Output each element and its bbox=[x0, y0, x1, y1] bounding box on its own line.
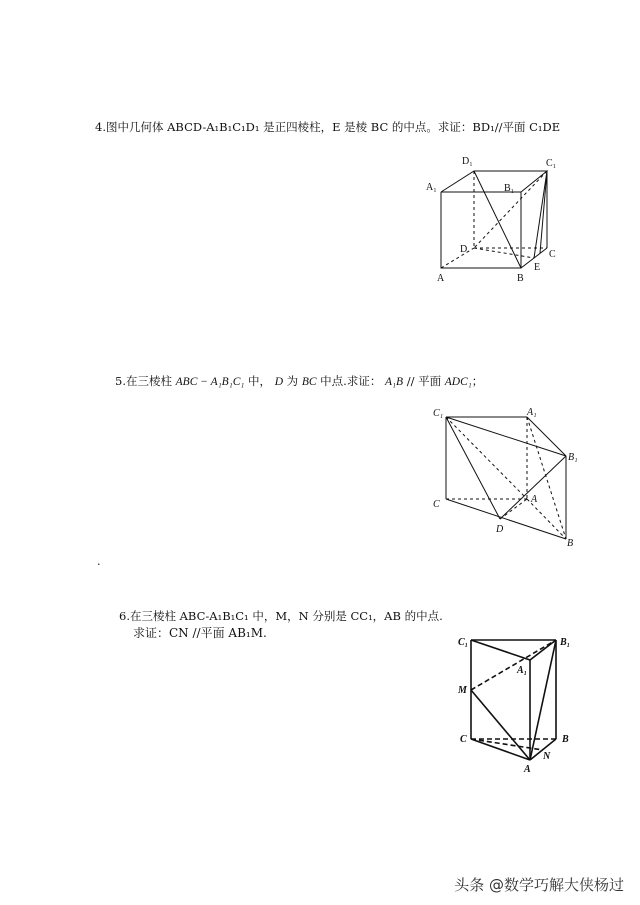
label-C1: C₁ bbox=[546, 158, 557, 169]
label-A: A bbox=[524, 764, 531, 775]
label-C: C bbox=[549, 249, 556, 260]
label-B: B bbox=[517, 273, 524, 284]
label-C: C bbox=[460, 734, 467, 745]
p5-mid3: 中点.求证： bbox=[316, 374, 385, 388]
label-B: B bbox=[567, 538, 574, 549]
p5-mid4: // 平面 bbox=[403, 374, 445, 388]
label-B1: B₁ bbox=[568, 452, 578, 463]
p5-mid2: 为 bbox=[283, 374, 302, 388]
label-N: N bbox=[543, 751, 551, 762]
label-A1: A₁ bbox=[527, 407, 537, 418]
p5-math-bc: BC bbox=[301, 376, 317, 388]
label-B: B bbox=[562, 734, 569, 745]
label-D1: D₁ bbox=[462, 156, 473, 167]
label-A: A bbox=[531, 494, 538, 505]
p5-prefix: 5.在三棱柱 bbox=[115, 374, 176, 388]
label-C: C bbox=[433, 499, 440, 510]
problem-6-line-1: 6.在三棱柱 ABC-A₁B₁C₁ 中，M，N 分别是 CC₁，AB 的中点. bbox=[119, 609, 443, 623]
label-E: E bbox=[534, 262, 541, 273]
p5-suffix: ； bbox=[471, 374, 484, 388]
p5-mid: 中， bbox=[244, 374, 275, 388]
problem-6-line-2: 求证：CN //平面 AB₁M. bbox=[133, 626, 267, 640]
label-A: A bbox=[437, 273, 445, 284]
label-B1: B₁ bbox=[560, 637, 571, 648]
label-D: D bbox=[460, 244, 468, 255]
label-B1: B₁ bbox=[504, 183, 515, 194]
p5-math-a1b: A₁B bbox=[385, 376, 404, 388]
label-D: D bbox=[496, 524, 504, 535]
label-C1: C₁ bbox=[458, 637, 469, 648]
problem-5-statement bbox=[115, 373, 483, 390]
label-A1: A₁ bbox=[426, 182, 437, 193]
label-C1: C₁ bbox=[433, 408, 444, 419]
p5-math-plane: ADC₁ bbox=[444, 376, 472, 388]
p5-math-d: D bbox=[274, 376, 284, 388]
stray-mark: . bbox=[97, 555, 101, 568]
problem-4-statement: 4.图中几何体 ABCD-A₁B₁C₁D₁ 是正四棱柱，E 是棱 BC 的中点。求证：BD₁//平面 C₁DE bbox=[95, 120, 561, 134]
p5-math-prism: ABC − A₁B₁C₁ bbox=[175, 376, 245, 388]
label-A1: A₁ bbox=[517, 665, 528, 676]
label-M: M bbox=[458, 685, 467, 696]
watermark: 头条 @数学巧解大侠杨过 bbox=[454, 876, 624, 894]
